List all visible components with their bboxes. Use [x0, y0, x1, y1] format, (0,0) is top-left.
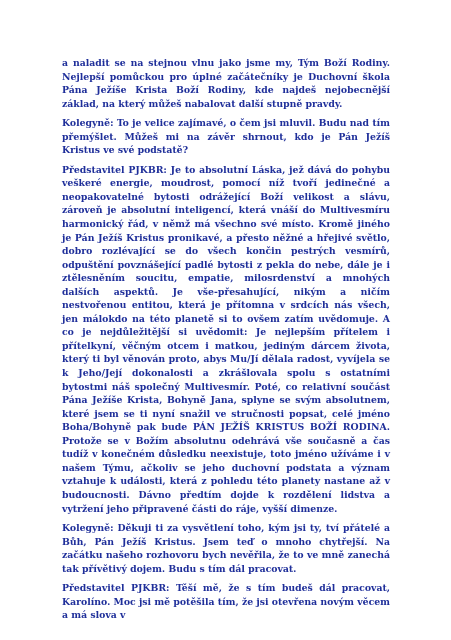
- document-body: [62, 57, 390, 623]
- paragraph-2: Kolegyně: To je velice zajímavé, o čem jsi mluvil. Budu nad tím přemýšlet. Můžeš mi na závěr shrnout, kdo je Pán Ježíš Kristus ve své podstatě?: [62, 118, 390, 157]
- paragraph-1: a naladit se na stejnou vlnu jako jsme my, Tým Boží Rodiny. Nejlepší pomůckou pro úplné začátečníky je Duchovní škola Pána Ježíše Krista Boží Rodiny, kde najdeš nejobecnější základ, na který můžeš nabalovat další stupně pravdy.: [62, 58, 390, 110]
- paragraph-3: Představitel PJKBR: Je to absolutní Láska, jež dává do pohybu veškeré energie, moudrost, pomocí níž tvoří jedinečné a neopakovatelné bytosti odrážející Boží velikost a slávu, zároveň je absolutní inteligencí, která vnáší do Multivesmíru harmonický řád, v němž má všechno své místo. Kromě jiného je Pán Ježíš Kristus pronikavé, a přesto něžné a hřejivé světlo, dobro rozlévající se do všech končin pestrých vesmírů, odpuštění povznášející padlé bytosti z pekla do nebe, dále je i ztělesněním soucitu, empatie, milosrdenství a mnohých dalších aspektů. Je vše-přesahující, nikým a ničím nestvořenou entitou, která je přítomna v srdcích nás všech, jen málokdo na této planetě si to ovšem zatím uvědomuje. A co je nejdůležitější si uvědomit: Je nejlepším přítelem i přítelkyní, věčným otcem i matkou, jediným dárcem života, který ti byl věnován proto, abys Mu/Jí dělala radost, vyvíjela se k Jeho/Její dokonalosti a zkrášlovala spolu s ostatními bytostmi náš společný Multivesmír. Poté, co relativní součást Pána Ježíše Krista, Bohyně Jana, splyne se svým absolutnem, které jsem se ti nyní snažil ve stručnosti popsat, celé jméno Boha/Bohyně pak bude PÁN JEŽÍŠ KRISTUS BOŽÍ RODINA. Protože se v Božím absolutnu odehrává vše současně a čas tudíž v konečném důsledku neexistuje, toto jméno užíváme i v našem Týmu, ačkoliv se jeho duchovní podstata a význam vztahuje k události, která z pohledu této planety nastane až v budoucnosti. Dávno předtím dojde k rozdělení lidstva a vytržení jeho připravené části do ráje, vyšší dimenze.: [62, 164, 390, 515]
- paragraph-4: Kolegyně: Děkuji ti za vysvětlení toho, kým jsi ty, tví přátelé a Bůh, Pán Ježíš Kristus. Jsem teď o mnoho chytřejší. Na začátku našeho rozhovoru bych nevěřila, že to ve mně zanechá tak přívětivý dojem. Budu s tím dál pracovat.: [62, 523, 390, 575]
- paragraph-5: Představitel PJKBR: Těší mě, že s tím budeš dál pracovat, Karolíno. Moc jsi mě potěšila tím, že jsi otevřena novým věcem a má slova v: [62, 583, 390, 622]
